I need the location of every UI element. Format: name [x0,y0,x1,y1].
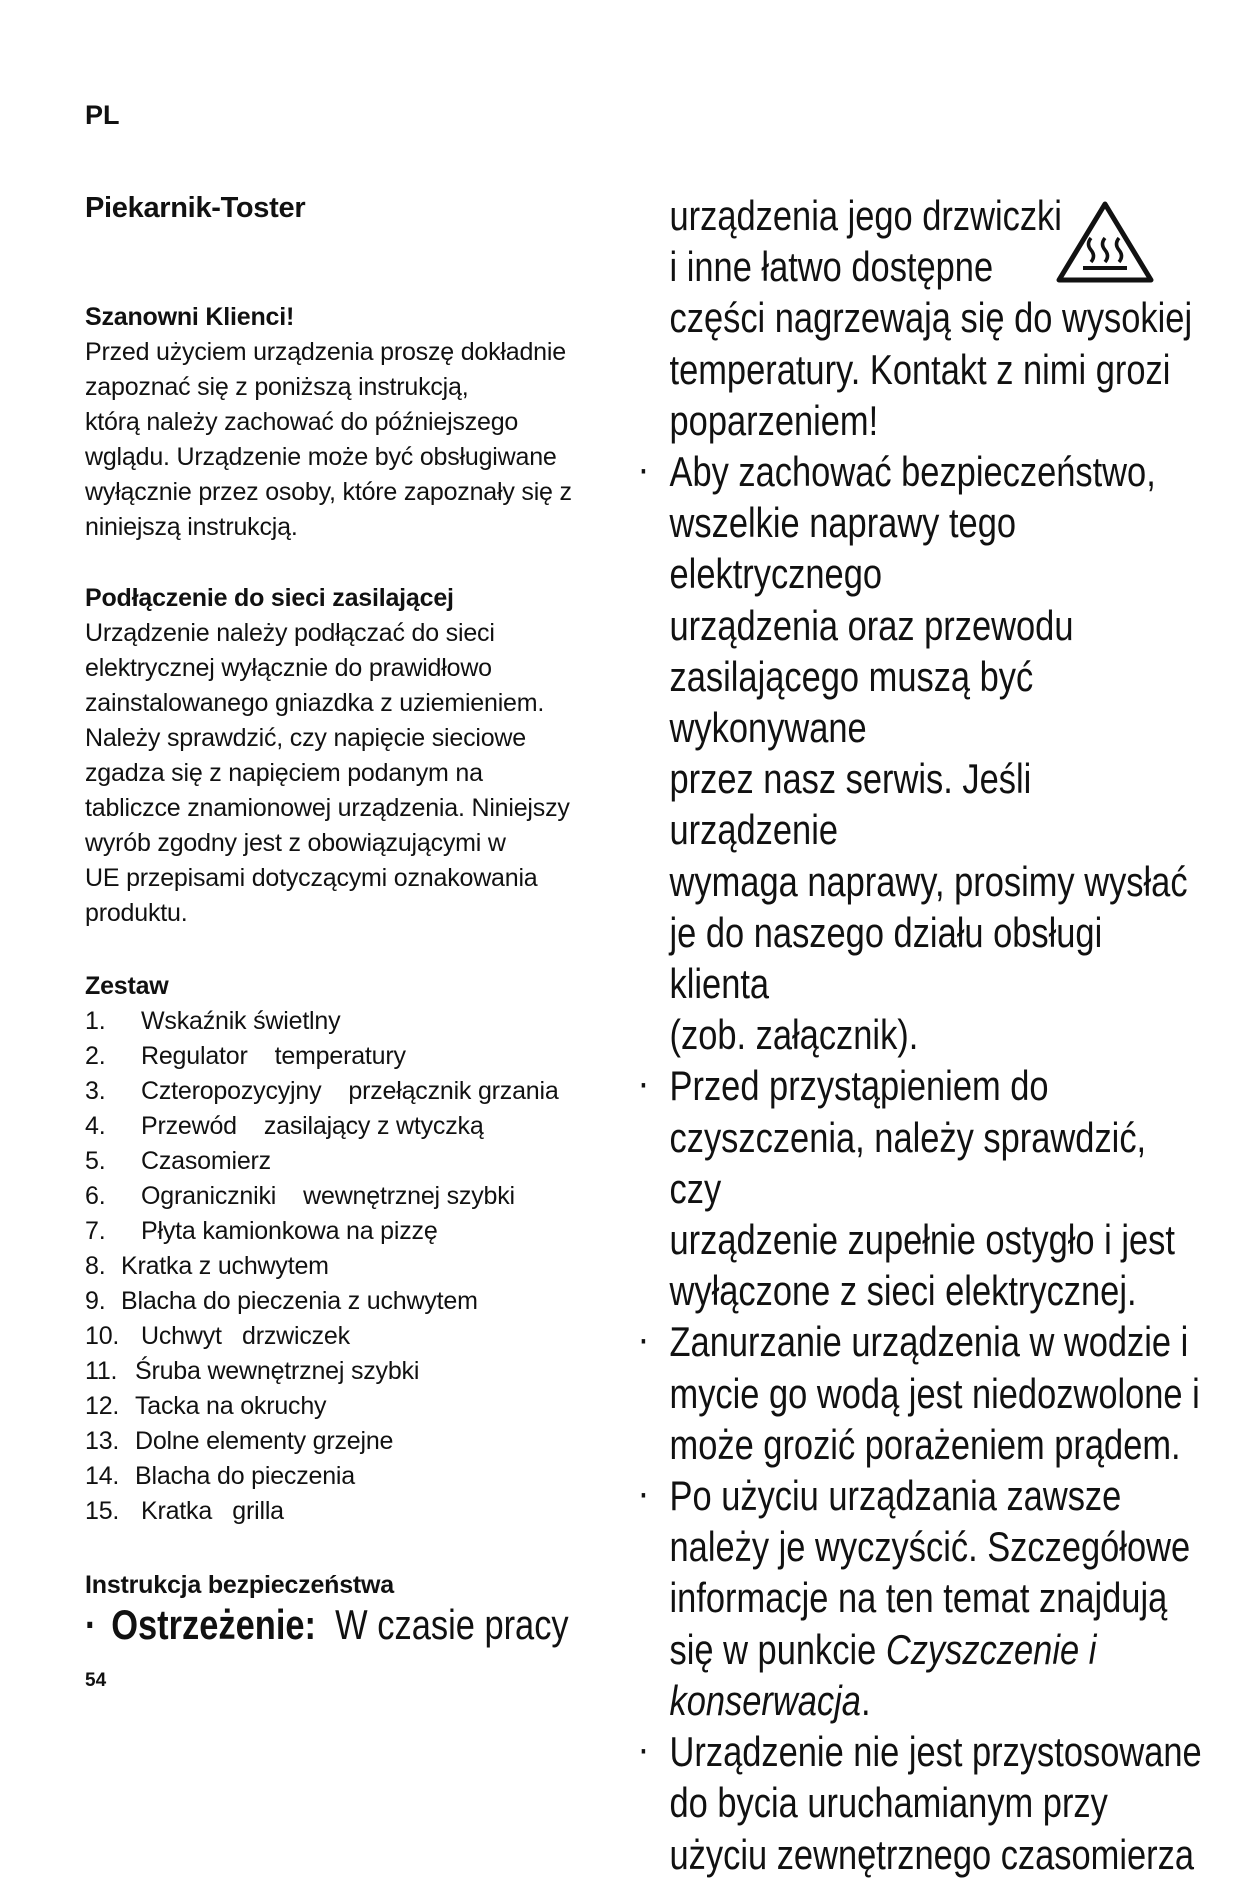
text-fragment: . [860,1676,871,1724]
page-number: 54 [85,1670,107,1691]
list-item [85,1214,625,1249]
list-item-text: Ograniczniki wewnętrznej szybki [141,1182,515,1210]
intro-line: niniejszą instrukcją. [85,513,298,541]
list-item [85,1249,625,1284]
set-heading: Zestaw [85,972,169,1000]
language-code: PL [85,100,120,130]
text-line: temperatury. Kontakt z nimi grozi [669,345,1171,393]
list-item-number: 14. [85,1462,120,1490]
text-line: Aby zachować bezpieczeństwo, [669,448,1156,496]
list-item [85,1284,625,1319]
set-list [85,1004,625,1529]
safety-bullet [640,1726,1206,1880]
power-heading: Podłączenie do sieci zasilającej [85,584,454,612]
list-item-number: 9. [85,1287,106,1315]
power-line: tabliczce znamionowej urządzenia. Niniejszy [85,794,570,822]
list-item-number: 8. [85,1252,106,1280]
text-line: urządzenia oraz przewodu [669,601,1074,649]
power-line: produktu. [85,899,188,927]
list-item-number: 5. [85,1147,106,1175]
list-item-number: 1. [85,1007,106,1035]
safety-bullet [640,446,1206,1060]
text-line: części nagrzewają się do wysokiej [669,294,1193,342]
list-item-text: Uchwyt drzwiczek [141,1322,350,1350]
list-item [85,1494,625,1529]
text-line: Zanurzanie urządzenia w wodzie i [669,1318,1189,1366]
list-item-text: Blacha do pieczenia [135,1462,355,1490]
text-line: informacje na ten temat znajdują [669,1574,1168,1622]
list-item-text: Dolne elementy grzejne [135,1427,394,1455]
list-item-text: Czasomierz [141,1147,271,1175]
list-item [85,1109,625,1144]
text-line: użyciu zewnętrznego czasomierza [669,1830,1195,1878]
power-line: Należy sprawdzić, czy napięcie sieciowe [85,724,526,752]
safety-instructions-column [640,190,1200,1880]
text-line: może grozić porażeniem prądem. [669,1420,1181,1468]
text-line: Przed przystąpieniem do [669,1062,1049,1110]
bullet-dot: · [85,1601,97,1648]
list-item [85,1424,625,1459]
list-item [85,1459,625,1494]
text-line: wymaga naprawy, prosimy wysłać [669,857,1188,905]
list-item-text: Płyta kamionkowa na pizzę [141,1217,438,1245]
safety-bullet [640,1060,1206,1316]
list-item-text: Blacha do pieczenia z uchwytem [121,1287,478,1315]
text-line [670,1624,1206,1675]
power-line: UE przepisami dotyczącymi oznakowania [85,864,538,892]
warning-line [85,1597,569,1653]
list-item-text: Tacka na okruchy [135,1392,327,1420]
list-item-number: 7. [85,1217,106,1245]
text-line [670,1675,1206,1726]
list-item-text: Regulator temperatury [141,1042,406,1070]
warning-continuation [640,190,1206,446]
text-line: poparzeniem! [669,396,879,444]
text-line: je do naszego działu obsługi klienta [669,908,1103,1008]
list-item-text: Kratka z uchwytem [121,1252,329,1280]
list-item [85,1004,625,1039]
power-line: zgadza się z napięciem podanym na [85,759,483,787]
intro-heading: Szanowni Klienci! [85,303,295,331]
bullet-dot: · [640,1735,649,1769]
text-line: Po użyciu urządzania zawsze [669,1472,1122,1520]
intro-line: którą należy zachować do późniejszego [85,408,519,436]
page-title: Piekarnik-Toster [85,192,306,224]
safety-bullet [640,1470,1206,1726]
text-line: urządzenia jego drzwiczki [669,192,1062,239]
bullet-dot: · [640,1325,649,1359]
power-line: zainstalowanego gniazdka z uziemieniem. [85,689,545,717]
list-item-number: 6. [85,1182,106,1210]
set-section [85,969,625,1529]
warning-text: W czasie pracy [335,1601,569,1648]
text-line: urządzenie zupełnie ostygło i jest [669,1216,1175,1264]
list-item [85,1389,625,1424]
section-reference: konserwacja [669,1676,861,1724]
intro-line: wglądu. Urządzenie może być obsługiwane [85,443,557,471]
list-item-number: 12. [85,1392,120,1420]
list-item-text: Śruba wewnętrznej szybki [135,1357,420,1385]
safety-bullet [640,1316,1206,1470]
list-item-text: Wskaźnik świetlny [141,1007,341,1035]
text-line: (zob. załącznik). [669,1011,919,1059]
text-line: i inne łatwo dostępne [669,243,994,291]
intro-line: zapoznać się z poniższą instrukcją, [85,373,469,401]
intro-line: wyłącznie przez osoby, które zapoznały się z [85,478,572,506]
intro-line: Przed użyciem urządzenia proszę dokładnie [85,338,566,366]
power-section [85,581,625,931]
text-line: wszelkie naprawy tego elektrycznego [669,499,1017,598]
section-reference: Czyszczenie i [885,1625,1097,1673]
list-item [85,1319,625,1354]
warning-label: Ostrzeżenie: [111,1601,317,1648]
list-item [85,1074,625,1109]
list-item [85,1144,625,1179]
bullet-dot: · [640,1479,649,1513]
list-item-number: 11. [85,1357,118,1385]
list-item [85,1354,625,1389]
text-line: przez nasz serwis. Jeśli urządzenie [669,755,1032,854]
bullet-dot: · [640,1069,649,1103]
safety-heading: Instrukcja bezpieczeństwa [85,1571,395,1599]
bullet-dot: · [640,455,649,489]
text-line: Urządzenie nie jest przystosowane [669,1728,1202,1776]
power-line: Urządzenie należy podłączać do sieci [85,619,495,647]
list-item [85,1039,625,1074]
text-line: mycie go wodą jest niedozwolone i [669,1369,1200,1417]
list-item [85,1179,625,1214]
power-line: wyrób zgodny jest z obowiązującymi w [85,829,506,857]
intro-section [85,300,625,545]
power-line: elektrycznej wyłącznie do prawidłowo [85,654,492,682]
list-item-text: Przewód zasilający z wtyczką [141,1112,484,1140]
text-fragment: się w punkcie [669,1625,886,1673]
list-item-number: 15. [85,1497,120,1525]
list-item-number: 10. [85,1322,120,1350]
text-line: należy je wyczyścić. Szczegółowe [669,1523,1191,1571]
list-item-number: 2. [85,1042,106,1070]
text-line: do bycia uruchamianym przy [669,1779,1108,1827]
list-item-text: Czteropozycyjny przełącznik grzania [141,1077,559,1105]
text-line: zasilającego muszą być wykonywane [669,652,1034,752]
list-item-text: Kratka grilla [141,1497,284,1525]
list-item-number: 3. [85,1077,106,1105]
text-line: czyszczenia, należy sprawdzić, czy [669,1113,1147,1212]
list-item-number: 13. [85,1427,120,1455]
text-line: wyłączone z sieci elektrycznej. [669,1267,1137,1315]
list-item-number: 4. [85,1112,106,1140]
